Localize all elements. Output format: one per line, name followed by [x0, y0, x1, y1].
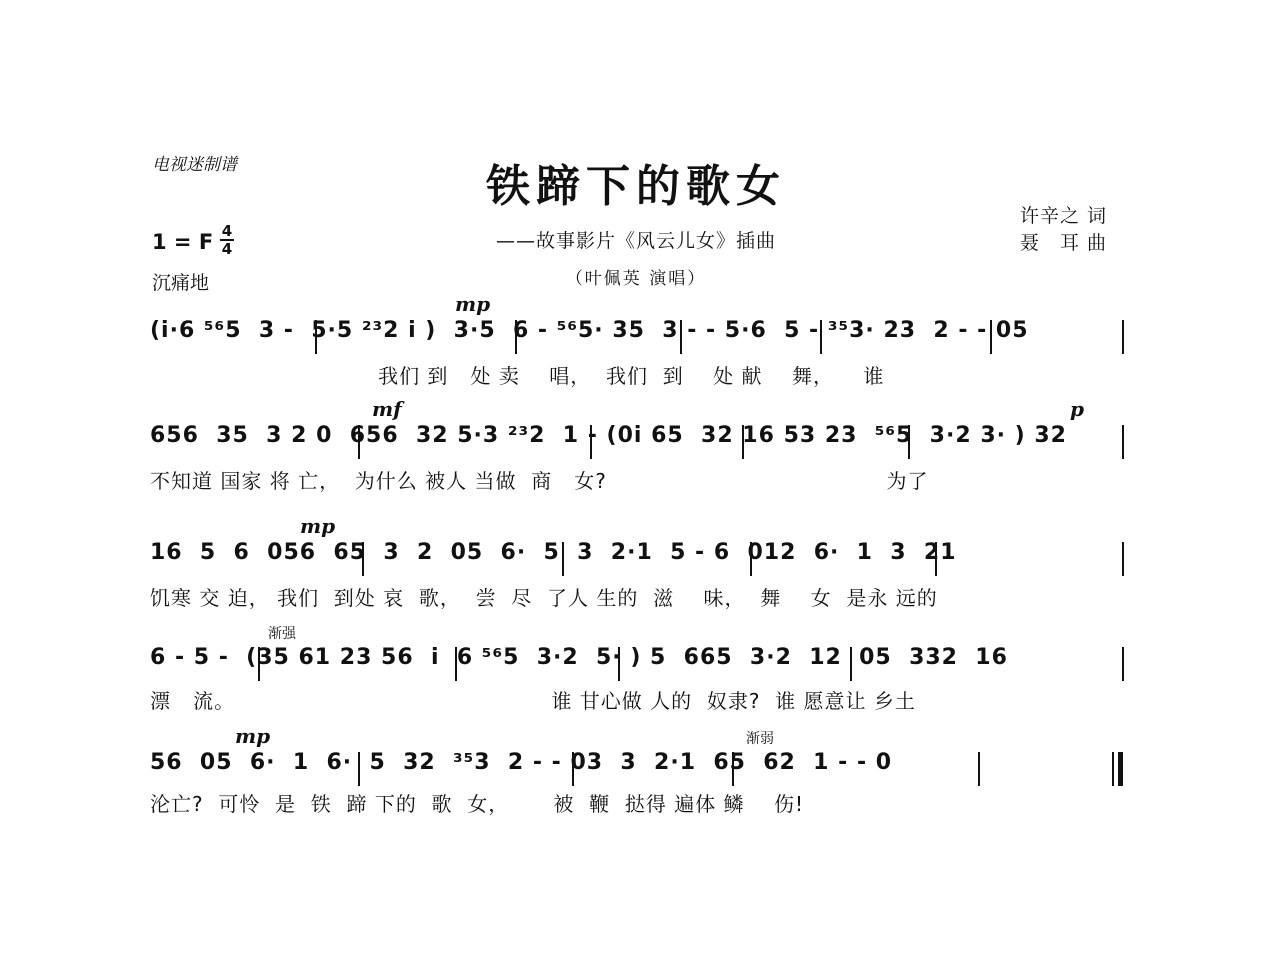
time-signature	[220, 224, 234, 256]
lyrics-line: 不知道 国家 将 亡， 为什么 被人 当做 商 女? 为了	[150, 469, 929, 493]
notation-line: (i·6 ⁵⁶5 3 - 5·5 ²³2 i ) 3·5 6 - ⁵⁶5· 35 3 - - 5·6 5 - ³⁵3· 23 2 - - 05	[150, 318, 1029, 343]
lyrics-line: 沦亡? 可怜 是 铁 蹄 下的 歌 女， 被 鞭 挞得 遍体 鳞 伤!	[150, 792, 804, 816]
notation-line: 16 5 6 056 65 3 2 05 6· 5 3 2·1 5 - 6 012 6· 1 3 21	[150, 540, 957, 565]
barline	[1122, 542, 1124, 576]
barline	[850, 647, 852, 681]
barline	[820, 320, 822, 354]
barline	[990, 320, 992, 354]
barline	[1122, 647, 1124, 681]
barline	[978, 752, 980, 786]
lyricist-credit: 许辛之 词	[1020, 205, 1108, 227]
barline	[315, 320, 317, 354]
lyrics-line: 饥寒 交 迫， 我们 到处 哀 歌， 尝 尽 了人 生的 滋 味， 舞 女 是永 远的	[150, 586, 938, 610]
barline	[358, 752, 360, 786]
barline	[590, 425, 592, 459]
meter-top: 4	[221, 222, 233, 240]
barline	[362, 542, 364, 576]
key-signature: 1 = F	[152, 230, 214, 254]
dynamic-mark: mp	[300, 514, 336, 538]
barline	[1122, 320, 1124, 354]
credit-text: 电视迷制谱	[152, 155, 237, 175]
notation-line: 656 35 3 2 0 656 32 5·3 ²³2 1 - (0i 65 32 16 53 23 ⁵⁶5 3·2 3· ) 32	[150, 423, 1067, 448]
dynamic-mark: mp	[235, 724, 271, 748]
dynamic-mark: p	[1070, 397, 1084, 421]
meter-bottom: 4	[221, 240, 233, 258]
barline	[258, 647, 260, 681]
final-barline-thick	[1118, 752, 1123, 786]
barline	[935, 542, 937, 576]
barline	[732, 752, 734, 786]
notation-line: 56 05 6· 1 6· 5 32 ³⁵3 2 - - 03 3 2·1 65 62 1 - - 0	[150, 750, 893, 775]
expression-mark: 渐强	[268, 626, 296, 642]
barline	[572, 752, 574, 786]
barline	[750, 542, 752, 576]
final-barline-thin	[1112, 752, 1114, 786]
singer-credit: （叶佩英 演唱）	[565, 269, 707, 289]
tempo-marking: 沉痛地	[152, 272, 210, 294]
barline	[618, 647, 620, 681]
lyrics-line: 我们 到 处 卖 唱， 我们 到 处 献 舞， 谁	[150, 364, 885, 388]
barline	[515, 320, 517, 354]
barline	[455, 647, 457, 681]
notation-line: 6 - 5 - (35 61 23 56 i 6 ⁵⁶5 3·2 5· ) 5 665 3·2 12 05 332 16	[150, 645, 1008, 670]
dynamic-mark: mf	[372, 397, 402, 421]
barline	[742, 425, 744, 459]
song-title: 铁蹄下的歌女	[486, 161, 786, 212]
expression-mark: 渐弱	[746, 731, 774, 747]
barline	[358, 425, 360, 459]
lyrics-line: 漂 流。 谁 甘心做 人的 奴隶? 谁 愿意让 乡土	[150, 689, 916, 713]
barline	[908, 425, 910, 459]
barline	[1122, 425, 1124, 459]
barline	[562, 542, 564, 576]
song-subtitle: ——故事影片《风云儿女》插曲	[495, 230, 776, 252]
dynamic-mark: mp	[455, 292, 491, 316]
composer-credit: 聂 耳 曲	[1020, 232, 1108, 254]
barline	[680, 320, 682, 354]
